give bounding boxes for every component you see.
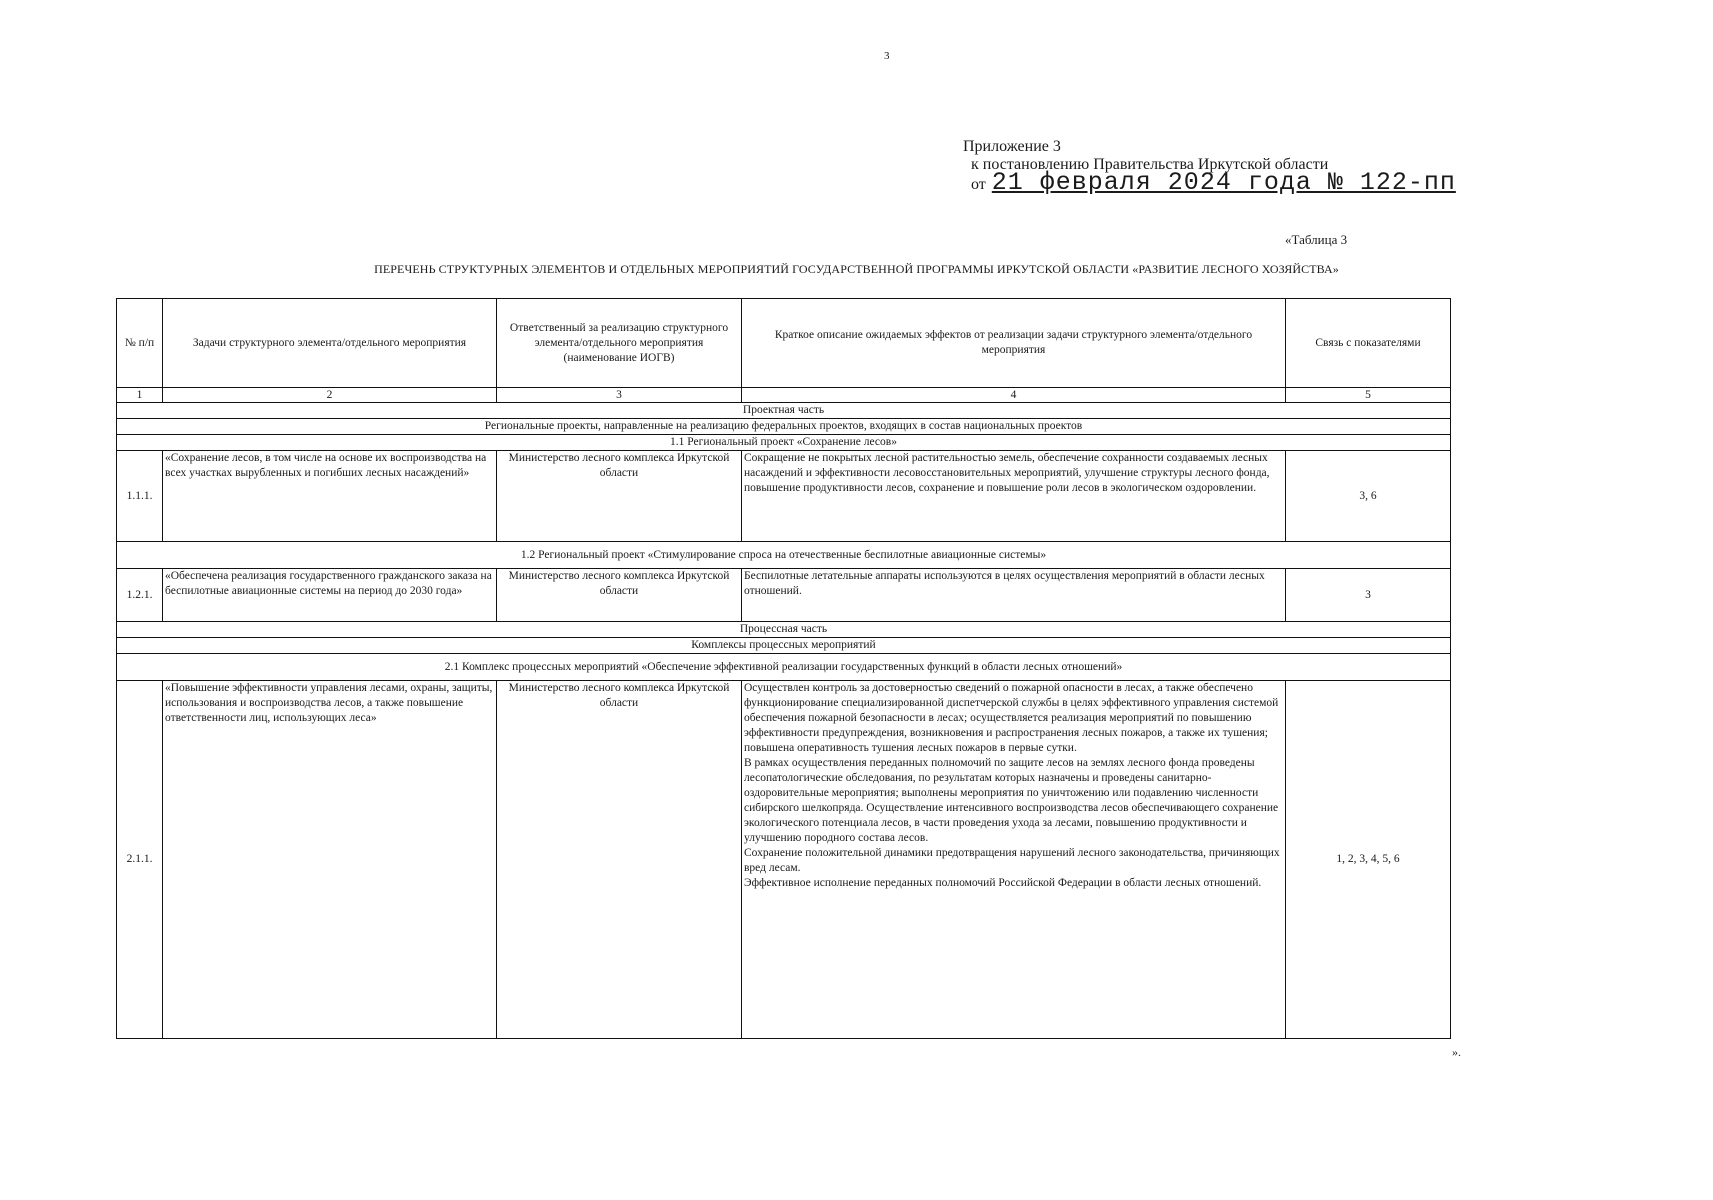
column-number: 5 <box>1286 388 1451 403</box>
row-number: 2.1.1. <box>117 681 163 1039</box>
header-description: Краткое описание ожидаемых эффектов от реализации задачи структурного элемента/отдельного мероприятия <box>742 299 1286 388</box>
row-indicators: 3, 6 <box>1286 451 1451 542</box>
row-responsible: Министерство лесного комплекса Иркутской области <box>497 451 742 542</box>
row-description: Сокращение не покрытых лесной растительностью земель, обеспечение сохранности создаваемых лесных насаждений и эффективности лесовосстановительных мероприятий, улучшение структуры лесного фонда, повышение продуктивности лесов, сохранение и повышение роли лесов в экологическом оздоровлении. <box>742 451 1286 542</box>
row-task: «Повышение эффективности управления лесами, охраны, защиты, использования и воспроизводства лесов, а также повышение ответственности лиц, использующих леса» <box>163 681 497 1039</box>
table-label: «Таблица 3 <box>1285 232 1348 247</box>
header-indicators: Связь с показателями <box>1286 299 1451 388</box>
table-header-row <box>117 299 1451 388</box>
structural-elements-table <box>116 298 1451 1039</box>
column-number: 2 <box>163 388 497 403</box>
row-indicators: 3 <box>1286 569 1451 622</box>
row-description: Беспилотные летательные аппараты используются в целях осуществления мероприятий в области лесных отношений. <box>742 569 1286 622</box>
section-process-part: Процессная часть <box>117 622 1451 638</box>
section-row <box>117 622 1451 638</box>
row-responsible: Министерство лесного комплекса Иркутской области <box>497 681 742 1039</box>
appendix-title: Приложение 3 <box>963 138 1061 155</box>
section-row <box>117 435 1451 451</box>
section-project-part: Проектная часть <box>117 403 1451 419</box>
table-row <box>117 451 1451 542</box>
column-numbers-row <box>117 388 1451 403</box>
description-paragraph: Эффективное исполнение переданных полномочий Российской Федерации в области лесных отношений. <box>744 877 1262 889</box>
table-row <box>117 569 1451 622</box>
section-regional-projects: Региональные проекты, направленные на реализацию федеральных проектов, входящих в состав национальных проектов <box>117 419 1451 435</box>
description-paragraph: В рамках осуществления переданных полномочий по защите лесов на землях лесного фонда проведены лесопатологические обследования, по результатам которых назначены и проведены санитарно-оздоровительные мероприятия; выполнены мероприятия по уничтожению или подавлению численности сибирского шелкопряда. Осуществление интенсивного воспроизводства лесов обеспечивающего сохранение экологического потенциала лесов, в части проведения ухода за лесами, повышению продуктивности и улучшению породного состава лесов. <box>744 757 1279 844</box>
section-row <box>117 542 1451 569</box>
column-number: 4 <box>742 388 1286 403</box>
resolution-date-number: 21 февраля 2024 года № 122-пп <box>991 168 1456 197</box>
row-description <box>742 681 1286 1039</box>
header-number: № п/п <box>117 299 163 388</box>
row-task: «Сохранение лесов, в том числе на основе их воспроизводства на всех участках вырубленных и погибших лесных насаждений» <box>163 451 497 542</box>
document-title: ПЕРЕЧЕНЬ СТРУКТУРНЫХ ЭЛЕМЕНТОВ И ОТДЕЛЬНЫХ МЕРОПРИЯТИЙ ГОСУДАРСТВЕННОЙ ПРОГРАММЫ ИРКУТСКОЙ ОБЛАСТИ «РАЗВИТИЕ ЛЕСНОГО ХОЗЯЙСТВА» <box>374 262 1339 276</box>
appendix-date-line <box>963 168 1456 197</box>
row-task: «Обеспечена реализация государственного гражданского заказа на беспилотные авиационные системы на период до 2030 года» <box>163 569 497 622</box>
row-indicators: 1, 2, 3, 4, 5, 6 <box>1286 681 1451 1039</box>
header-responsible: Ответственный за реализацию структурного элемента/отдельного мероприятия (наименование ИОГВ) <box>497 299 742 388</box>
page-number: 3 <box>884 50 890 62</box>
description-paragraph: Сохранение положительной динамики предотвращения нарушений лесного законодательства, причиняющих вред лесам. <box>744 847 1280 874</box>
section-row <box>117 419 1451 435</box>
section-row <box>117 638 1451 654</box>
regional-project-1-1: 1.1 Региональный проект «Сохранение лесов» <box>117 435 1451 451</box>
description-paragraph: Осуществлен контроль за достоверностью сведений о пожарной опасности в лесах, а также обеспечено функционирование специализированной диспетчерской службы в целях эффективного управления системой обеспечения пожарной безопасности в лесах; осуществляется реализация мероприятий по повышению эффективности предупреждения, возникновения и распространения лесных пожаров, а также их тушения; повышена оперативность тушения лесных пожаров в первые сутки. <box>744 682 1279 754</box>
section-process-complexes: Комплексы процессных мероприятий <box>117 638 1451 654</box>
table-row <box>117 681 1451 1039</box>
row-responsible: Министерство лесного комплекса Иркутской области <box>497 569 742 622</box>
regional-project-1-2: 1.2 Региональный проект «Стимулирование спроса на отечественные беспилотные авиационные системы» <box>117 542 1451 569</box>
row-number: 1.2.1. <box>117 569 163 622</box>
row-number: 1.1.1. <box>117 451 163 542</box>
appendix-block <box>963 138 1456 197</box>
section-row <box>117 403 1451 419</box>
section-row <box>117 654 1451 681</box>
process-complex-2-1: 2.1 Комплекс процессных мероприятий «Обеспечение эффективной реализации государственных функций в области лесных отношений» <box>117 654 1451 681</box>
from-word: от <box>971 176 986 193</box>
column-number: 3 <box>497 388 742 403</box>
column-number: 1 <box>117 388 163 403</box>
appendix-resolution: к постановлению Правительства Иркутской области <box>971 156 1329 173</box>
closing-quote-mark: ». <box>1452 1045 1461 1059</box>
header-task: Задачи структурного элемента/отдельного мероприятия <box>163 299 497 388</box>
